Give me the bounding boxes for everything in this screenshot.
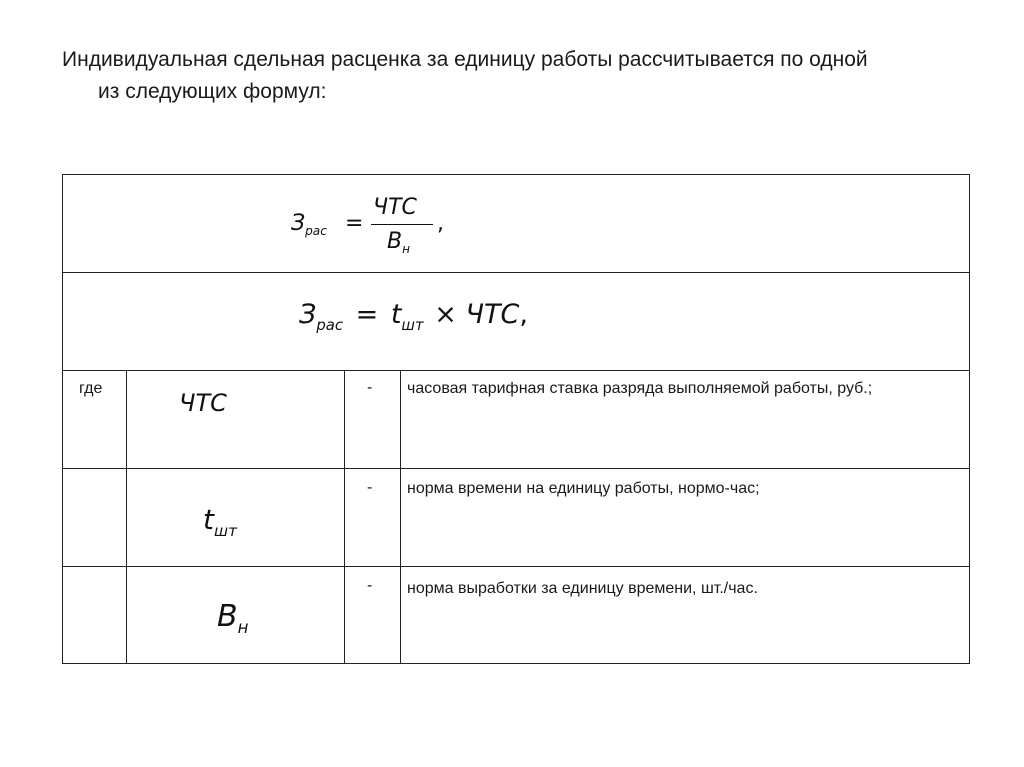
legend-dash-3: - xyxy=(367,577,373,594)
formula-1-equals: = xyxy=(345,211,364,236)
formula-2 xyxy=(299,299,528,334)
formula-table xyxy=(62,174,970,664)
page-title xyxy=(62,44,982,108)
legend-row-2 xyxy=(63,469,969,567)
legend-symbol-2 xyxy=(203,503,238,540)
formula-2-comma: , xyxy=(519,299,528,330)
formula-1-numerator: ЧТС xyxy=(373,195,417,220)
formula-1-denominator: В xyxy=(387,229,403,254)
legend-description-2: норма времени на единицу работы, нормо-час; xyxy=(407,480,760,497)
where-label: где xyxy=(79,380,103,397)
legend-symbol-2-sub: шт xyxy=(213,521,238,540)
legend-symbol-3 xyxy=(217,599,249,638)
column-divider-1 xyxy=(126,371,127,663)
legend-symbol-3-main: В xyxy=(217,599,238,634)
formula-2-equals: = xyxy=(355,299,379,330)
title-line-2: из следующих формул: xyxy=(98,80,327,103)
formula-row-1 xyxy=(63,175,969,273)
formula-2-times: × xyxy=(434,299,457,330)
legend-symbol-2-main: t xyxy=(203,503,214,536)
legend-symbol-3-sub: н xyxy=(237,618,249,638)
title-line-1: Индивидуальная сдельная расценка за единицу работы рассчитывается по одной xyxy=(62,48,868,71)
legend-description-1: часовая тарифная ставка разряда выполняемой работы, руб.; xyxy=(407,380,873,397)
formula-1-lhs-sub: рас xyxy=(305,224,327,239)
legend-row-3 xyxy=(63,567,969,663)
fraction-bar xyxy=(371,224,433,225)
legend-row-1 xyxy=(63,371,969,469)
formula-2-t: t xyxy=(390,299,402,330)
formula-row-2 xyxy=(63,273,969,371)
formula-2-lhs: З xyxy=(299,299,317,330)
legend-symbol-1-main: ЧТС xyxy=(179,389,227,417)
formula-2-lhs-sub: рас xyxy=(316,315,343,334)
legend-symbol-1 xyxy=(179,389,227,417)
legend-dash-1: - xyxy=(367,379,373,396)
column-divider-2 xyxy=(344,371,345,663)
formula-1-denominator-sub: н xyxy=(402,242,411,257)
legend-dash-2: - xyxy=(367,479,373,496)
column-divider-3 xyxy=(400,371,401,663)
formula-1-lhs: З xyxy=(291,211,306,236)
legend-description-3: норма выработки за единицу времени, шт./час. xyxy=(407,580,758,597)
formula-2-t-sub: шт xyxy=(401,315,424,334)
formula-2-chts: ЧТС xyxy=(465,299,520,330)
formula-1-comma: , xyxy=(437,211,444,236)
